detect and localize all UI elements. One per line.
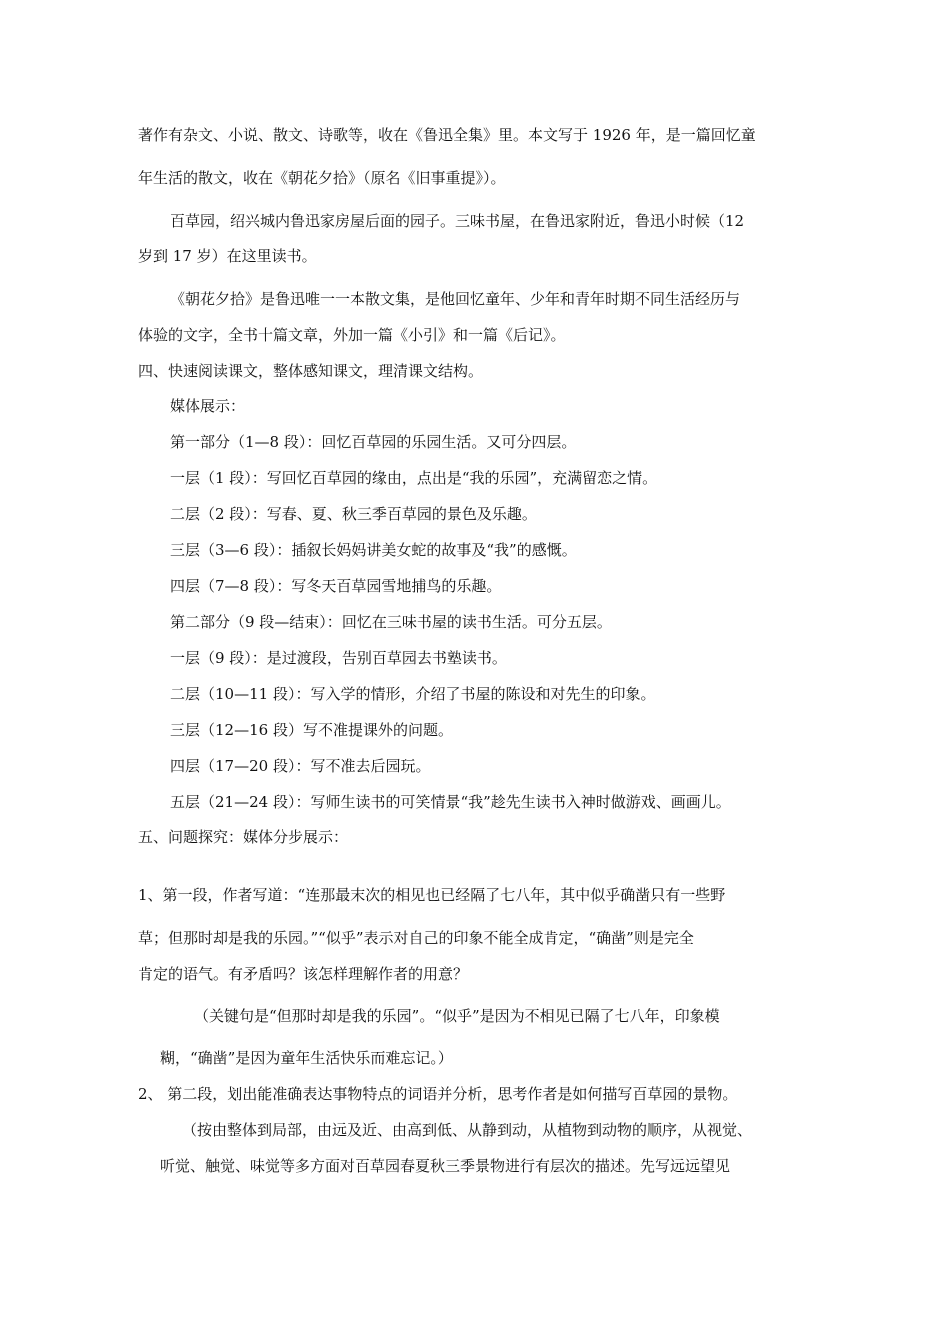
answer-1-line-2: 糊，“确凿”是因为童年生活快乐而难忘记。） xyxy=(160,1049,453,1067)
question-1-line-2: 草；但那时却是我的乐园。”“似乎”表示对自己的印象不能全成肯定，“确凿”则是完全 xyxy=(138,929,694,947)
intro-line-5: 《朝花夕拾》是鲁迅唯一一本散文集，是他回忆童年、少年和青年时期不同生活经历与 xyxy=(170,290,741,308)
part2-layer-1: 一层（9 段）：是过渡段，告别百草园去书塾读书。 xyxy=(170,649,507,667)
section4-heading: 四、快速阅读课文，整体感知课文，理清课文结构。 xyxy=(138,362,484,380)
media-label: 媒体展示： xyxy=(170,397,246,415)
part2-title: 第二部分（9 段—结束）：回忆在三味书屋的读书生活。可分五层。 xyxy=(170,613,612,631)
answer-2-line-2: 听觉、触觉、味觉等多方面对百草园春夏秋三季景物进行有层次的描述。先写远远望见 xyxy=(160,1157,731,1175)
question-1-line-1: 1、第一段，作者写道：“连那最末次的相见也已经隔了七八年，其中似乎确凿只有一些野 xyxy=(138,886,726,904)
intro-line-6: 体验的文字，全书十篇文章，外加一篇《小引》和一篇《后记》。 xyxy=(138,326,566,344)
intro-line-4: 岁到 17 岁）在这里读书。 xyxy=(138,247,317,265)
part1-layer-2: 二层（2 段）：写春、夏、秋三季百草园的景色及乐趣。 xyxy=(170,505,537,523)
question-2-line-1: 2、 第二段，划出能准确表达事物特点的词语并分析，思考作者是如何描写百草园的景物。 xyxy=(138,1085,738,1103)
part2-layer-5: 五层（21—24 段）：写师生读书的可笑情景“我”趁先生读书入神时做游戏、画画儿。 xyxy=(170,793,731,811)
section5-heading: 五、问题探究：媒体分步展示： xyxy=(138,828,349,846)
intro-line-1: 著作有杂文、小说、散文、诗歌等，收在《鲁迅全集》里。本文写于 1926 年，是一篇回忆童 xyxy=(138,126,756,144)
part1-layer-1: 一层（1 段）：写回忆百草园的缘由，点出是“我的乐园”，充满留恋之情。 xyxy=(170,469,658,487)
part1-layer-4: 四层（7—8 段）：写冬天百草园雪地捕鸟的乐趣。 xyxy=(170,577,502,595)
question-1-line-3: 肯定的语气。有矛盾吗？该怎样理解作者的用意？ xyxy=(138,965,469,983)
answer-2-line-1: （按由整体到局部，由远及近、由高到低、从静到动，从植物到动物的顺序，从视觉、 xyxy=(182,1121,753,1139)
part1-layer-3: 三层（3—6 段）：插叙长妈妈讲美女蛇的故事及“我”的感慨。 xyxy=(170,541,577,559)
part2-layer-3: 三层（12—16 段）写不准提课外的问题。 xyxy=(170,721,453,739)
intro-line-3: 百草园，绍兴城内鲁迅家房屋后面的园子。三味书屋，在鲁迅家附近，鲁迅小时候（12 xyxy=(170,212,745,230)
answer-1-line-1: （关键句是“但那时却是我的乐园”。“似乎”是因为不相见已隔了七八年，印象模 xyxy=(194,1007,720,1025)
intro-line-2: 年生活的散文，收在《朝花夕拾》（原名《旧事重提》）。 xyxy=(138,169,506,187)
part2-layer-4: 四层（17—20 段）：写不准去后园玩。 xyxy=(170,757,431,775)
part1-title: 第一部分（1—8 段）：回忆百草园的乐园生活。又可分四层。 xyxy=(170,433,577,451)
part2-layer-2: 二层（10—11 段）：写入学的情形，介绍了书屋的陈设和对先生的印象。 xyxy=(170,685,656,703)
